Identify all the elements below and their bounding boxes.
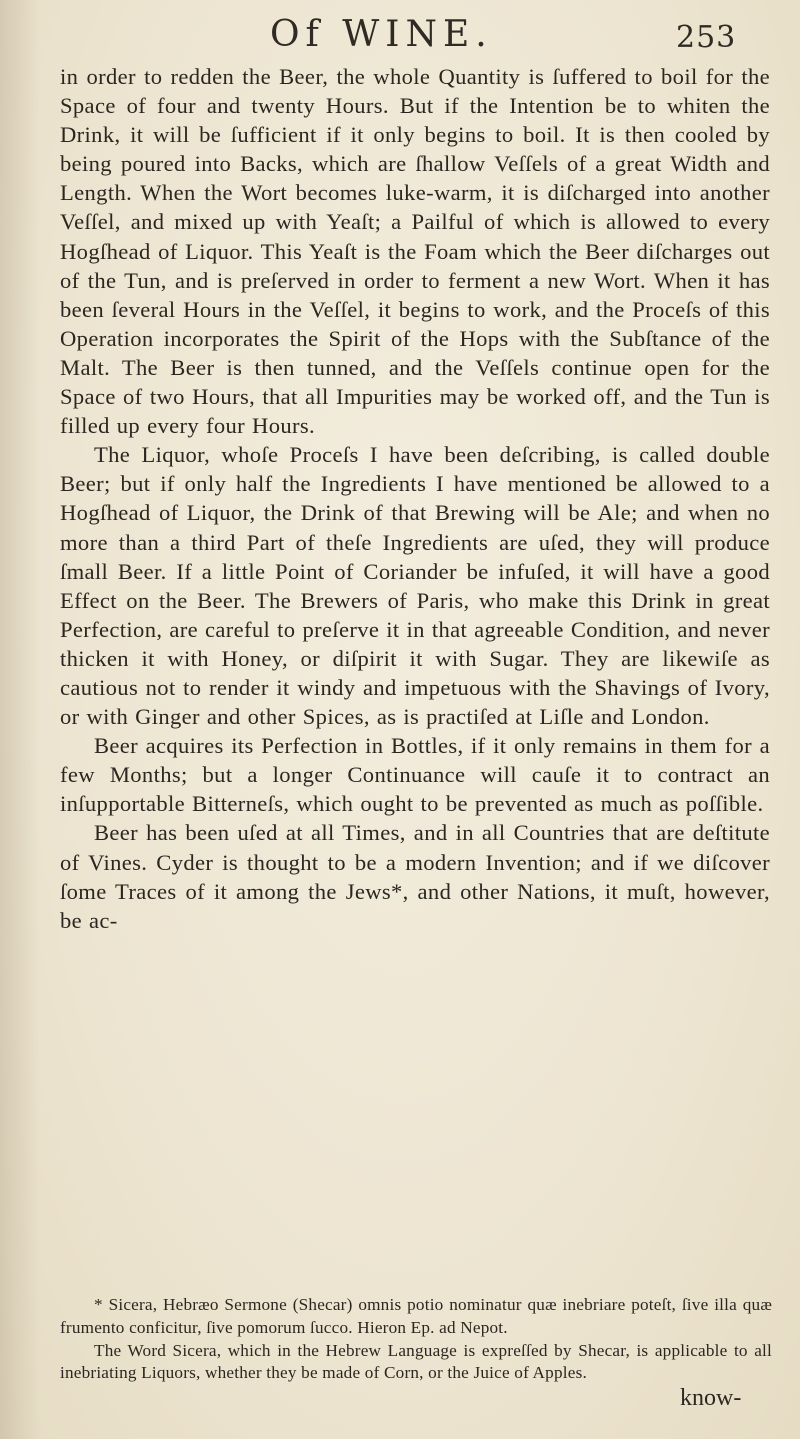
paragraph: in order to redden the Beer, the whole Quantity is ſuffered to boil for the Space of four and twenty Hours. But if the Intention be to whiten the Drink, it will be ſufficient if it only begins to boil. It is then cooled by being poured into Backs, which are ſhallow Veſſels of a great Width and Length. When the Wort becomes luke-warm, it is diſcharged into another Veſſel, and mixed up with Yeaſt; a Pailful of which is allowed to every Hogſhead of Liquor. This Yeaſt is the Foam which the Beer diſcharges out of the Tun, and is preſerved in order to ferment a new Wort. When it has been ſeveral Hours in the Veſſel, it begins to work, and the Proceſs of this Operation incorporates the Spirit of the Hops with the Subſtance of the Malt. The Beer is then tunned, and the Veſſels continue open for the Space of two Hours, that all Impurities may be worked off, and the Tun is filled up every four Hours. bbox=[60, 64, 770, 439]
page-number: 253 bbox=[676, 20, 737, 55]
paragraph: Beer acquires its Perfection in Bottles, if it only remains in them for a few Months; but a longer Continuance will cauſe it to contract an inſupportable Bitterneſs, which ought to be prevented as much as poſſible. bbox=[60, 733, 770, 817]
running-title: Of WINE. bbox=[270, 14, 493, 55]
footnotes bbox=[60, 1294, 772, 1385]
page-gutter-shadow bbox=[0, 0, 40, 1439]
page-header bbox=[0, 14, 800, 58]
footnote: * Sicera, Hebræo Sermone (Shecar) omnis potio nominatur quæ inebriare poteſt, ſive illa quæ frumento conficitur, ſive pomorum ſucco. Hieron Ep. ad Nepot. bbox=[60, 1295, 772, 1337]
paragraph: The Liquor, whoſe Proceſs I have been deſcribing, is called double Beer; but if only half the Ingredients I have mentioned be allowed to a Hogſhead of Liquor, the Drink of that Brewing will be Ale; and when no more than a third Part of theſe Ingredients are uſed, they will produce ſmall Beer. If a little Point of Coriander be infuſed, it will have a good Effect on the Beer. The Brewers of Paris, who make this Drink in great Perfection, are careful to preſerve it in that agreeable Condition, and never thicken it with Honey, or diſpirit it with Sugar. They are likewiſe as cautious not to render it windy and impetuous with the Shavings of Ivory, or with Ginger and other Spices, as is practiſed at Liſle and London. bbox=[60, 442, 770, 730]
paragraph: Beer has been uſed at all Times, and in all Countries that are deſtitute of Vines. Cyder is thought to be a modern Invention; and if we diſcover ſome Traces of it among the Jews*, and other Nations, it muſt, however, be ac- bbox=[60, 820, 770, 933]
catchword: know- bbox=[680, 1385, 742, 1411]
body-text bbox=[60, 62, 770, 935]
footnote: The Word Sicera, which in the Hebrew Language is expreſſed by Shecar, is applicable to all inebriating Liquors, whether they be made of Corn, or the Juice of Apples. bbox=[60, 1340, 772, 1383]
